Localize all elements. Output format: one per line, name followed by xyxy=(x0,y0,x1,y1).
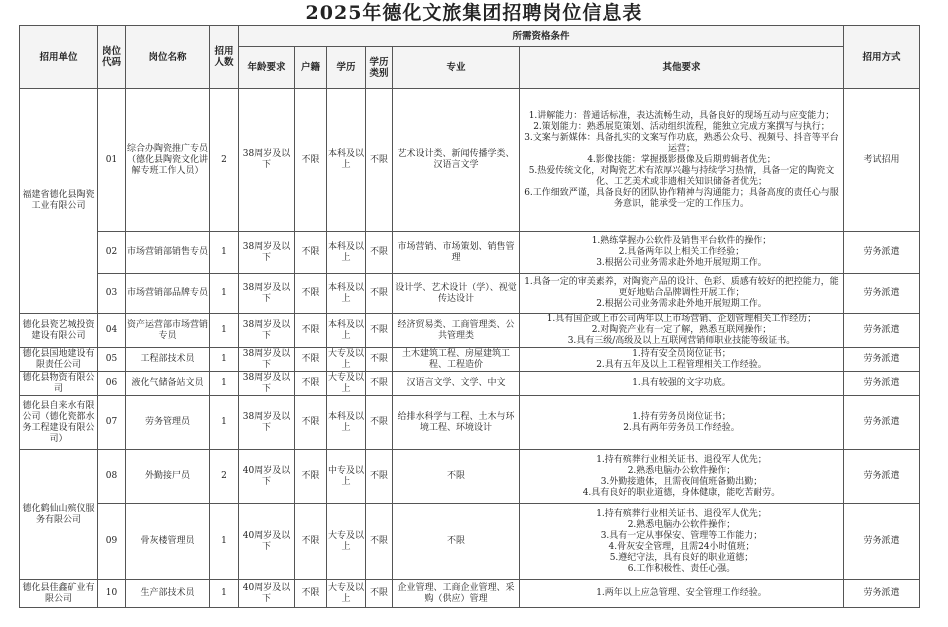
requirement-line: 3.文案与新媒体：具备扎实的文案写作功底，熟悉公众号、视频号、抖音等平台运营； xyxy=(524,132,839,154)
code-cell: 07 xyxy=(98,396,126,450)
method-cell: 劳务派遣 xyxy=(844,372,920,396)
table-row xyxy=(20,396,920,450)
requirement-line: 1.两年以上应急管理、安全管理工作经验。 xyxy=(596,588,767,598)
requirement-line: 6.工作细致严谨，具备良好的团队协作精神与沟通能力；具备高度的责任心与服务意识，能承受一定的工作压力。 xyxy=(524,187,839,209)
count-cell: 1 xyxy=(210,396,239,450)
other-requirements-cell xyxy=(520,232,844,274)
code-cell: 09 xyxy=(98,504,126,580)
other-requirements-cell xyxy=(520,372,844,396)
unit-cell: 德化县自来水有限公司（德化瓷都水务工程建设有限公司） xyxy=(20,396,98,450)
requirement-line: 4.影像技能：掌握摄影摄像及后期剪辑者优先； xyxy=(587,154,776,165)
table-row xyxy=(20,372,920,396)
position-cell: 市场营销部销售专员 xyxy=(126,232,210,274)
hukou-cell: 不限 xyxy=(295,396,327,450)
requirement-line: 5.热爱传统文化，对陶瓷艺术有浓厚兴趣与持续学习热情，具备一定的陶瓷文化、工艺美术或非遗相关知识储备者优先； xyxy=(528,165,835,187)
education-cell: 本科及以上 xyxy=(327,232,366,274)
unit-cell: 德化鹤仙山殡仪服务有限公司 xyxy=(20,450,98,580)
education-cell: 本科及以上 xyxy=(327,396,366,450)
requirement-line: 2.具有两年劳务员工作经验。 xyxy=(623,422,740,433)
requirement-line: 2.具备两年以上相关工作经验； xyxy=(618,247,745,257)
requirement-line: 2.策划能力：熟悉展览策划、活动组织流程，能独立完成方案撰写与执行； xyxy=(533,121,830,132)
table-row xyxy=(20,314,920,348)
education-cell: 大专及以上 xyxy=(328,348,365,370)
requirement-line: 2.对陶瓷产业有一定了解，熟悉互联网操作； xyxy=(591,325,772,335)
requirement-line: 5.遵纪守法，具有良好的职业道德； xyxy=(609,552,754,563)
edu-type-cell: 不限 xyxy=(366,580,393,608)
edu-type-cell: 不限 xyxy=(366,314,393,348)
method-cell: 考试招用 xyxy=(844,89,920,232)
edu-type-cell: 不限 xyxy=(366,372,393,396)
requirement-line: 3.外勤接遗体，且需夜间值班备勤出勤； xyxy=(600,476,763,487)
major-cell: 不限 xyxy=(393,450,520,504)
page-title: 2025年德化文旅集团招聘岗位信息表 xyxy=(305,2,643,24)
edu-type-cell: 不限 xyxy=(366,232,393,274)
position-cell: 生产部技术员 xyxy=(126,580,210,608)
requirement-line: 1.持有安全员岗位证书； xyxy=(632,348,731,359)
major-cell: 经济贸易类、工商管理类、公共管理类 xyxy=(393,314,520,348)
age-cell: 38周岁及以下 xyxy=(239,232,295,274)
age-cell: 38周岁及以下 xyxy=(239,89,295,232)
method-cell: 劳务派遣 xyxy=(844,396,920,450)
requirement-line: 3.根据公司业务需求赴外地开展短期工作。 xyxy=(596,258,767,268)
header-age: 年龄要求 xyxy=(239,47,295,89)
other-requirements-cell xyxy=(520,314,844,348)
requirement-line: 1.持有劳务员岗位证书； xyxy=(632,411,731,422)
requirement-line: 2.熟悉电脑办公软件操作； xyxy=(627,465,736,476)
major-cell: 艺术设计类、新闻传播学类、汉语言文学 xyxy=(393,89,520,232)
requirement-line: 3.具有三级/高级及以上互联网营销师职业技能等级证书。 xyxy=(567,336,796,346)
age-cell: 40周岁及以下 xyxy=(239,450,295,504)
other-requirements-cell xyxy=(520,348,844,372)
hukou-cell: 不限 xyxy=(295,580,327,608)
edu-type-cell: 不限 xyxy=(366,396,393,450)
age-cell: 40周岁及以下 xyxy=(239,580,295,608)
education-cell: 大专及以上 xyxy=(327,504,366,580)
requirement-line: 1.具有较强的文字功底。 xyxy=(632,378,731,388)
header-education: 学历 xyxy=(327,47,366,89)
requirement-line: 3.具有一定从事保安、管理等工作能力； xyxy=(600,530,763,541)
position-cell: 工程部技术员 xyxy=(126,348,210,372)
major-cell: 不限 xyxy=(393,504,520,580)
education-cell: 本科及以上 xyxy=(327,89,366,232)
method-cell: 劳务派遣 xyxy=(844,348,920,372)
hukou-cell: 不限 xyxy=(295,314,327,348)
other-requirements-cell xyxy=(520,274,844,314)
position-cell: 资产运营部市场营销专员 xyxy=(126,314,210,348)
code-cell: 01 xyxy=(98,89,126,232)
unit-cell: 德化县瓷艺城投资建设有限公司 xyxy=(20,314,98,348)
edu-type-cell: 不限 xyxy=(366,274,393,314)
code-cell: 10 xyxy=(98,580,126,608)
age-cell: 38周岁及以下 xyxy=(239,396,295,450)
major-cell: 设计学、艺术设计（学）、视觉传达设计 xyxy=(393,274,520,314)
unit-cell: 德化县物资有限公司 xyxy=(20,372,98,396)
count-cell: 2 xyxy=(210,89,239,232)
other-requirements-cell xyxy=(520,580,844,608)
header-other: 其他要求 xyxy=(520,47,844,89)
method-cell: 劳务派遣 xyxy=(844,504,920,580)
requirement-line: 2.具有五年及以上工程管理相关工作经验。 xyxy=(596,359,767,370)
header-code: 岗位代码 xyxy=(98,26,126,89)
hukou-cell: 不限 xyxy=(295,504,327,580)
requirement-line: 1.讲解能力：普通话标准，表达流畅生动，具备良好的现场互动与应变能力； xyxy=(528,110,835,121)
requirement-line: 2.熟悉电脑办公软件操作； xyxy=(627,519,736,530)
header-requirements-group: 所需资格条件 xyxy=(239,26,844,47)
method-cell: 劳务派遣 xyxy=(844,232,920,274)
table-row xyxy=(20,504,920,580)
count-cell: 1 xyxy=(210,232,239,274)
table-row xyxy=(20,450,920,504)
major-cell: 土木建筑工程、房屋建筑工程、工程造价 xyxy=(393,348,520,372)
other-requirements-cell xyxy=(520,504,844,580)
requirement-line: 1.熟练掌握办公软件及销售平台软件的操作； xyxy=(591,236,772,246)
edu-type-cell: 不限 xyxy=(366,450,393,504)
count-cell: 1 xyxy=(210,314,239,348)
age-cell: 38周岁及以下 xyxy=(239,372,295,396)
code-cell: 04 xyxy=(98,314,126,348)
code-cell: 08 xyxy=(98,450,126,504)
recruitment-table xyxy=(19,25,920,608)
hukou-cell: 不限 xyxy=(295,372,327,396)
requirement-line: 1.具有国企或上市公司两年以上市场营销、企划管理相关工作经历； xyxy=(546,314,817,324)
code-cell: 05 xyxy=(98,348,126,372)
code-cell: 02 xyxy=(98,232,126,274)
requirement-line: 1.持有殡葬行业相关证书、退役军人优先； xyxy=(596,508,767,519)
position-cell: 骨灰楼管理员 xyxy=(126,504,210,580)
count-cell: 1 xyxy=(210,504,239,580)
other-requirements-cell xyxy=(520,450,844,504)
position-cell: 液化气储备站文员 xyxy=(126,372,210,396)
major-cell: 市场营销、市场策划、销售管理 xyxy=(393,232,520,274)
requirement-line: 4.具有良好的职业道德，身体健康，能吃苦耐劳。 xyxy=(582,487,781,498)
requirement-line: 6.工作积极性、责任心强。 xyxy=(627,563,736,574)
header-hukou: 户籍 xyxy=(295,47,327,89)
unit-cell: 德化县国地建设有限责任公司 xyxy=(20,348,98,372)
hukou-cell: 不限 xyxy=(295,89,327,232)
edu-type-cell: 不限 xyxy=(366,89,393,232)
edu-type-cell: 不限 xyxy=(366,504,393,580)
count-cell: 1 xyxy=(210,580,239,608)
hukou-cell: 不限 xyxy=(295,450,327,504)
header-position: 岗位名称 xyxy=(126,26,210,89)
age-cell: 38周岁及以下 xyxy=(239,274,295,314)
age-cell: 40周岁及以下 xyxy=(239,504,295,580)
count-cell: 1 xyxy=(210,348,239,372)
age-cell: 38周岁及以下 xyxy=(239,314,295,348)
method-cell: 劳务派遣 xyxy=(844,450,920,504)
major-cell: 给排水科学与工程、土木与环境工程、环境设计 xyxy=(393,396,520,450)
other-requirements-cell xyxy=(520,396,844,450)
requirement-line: 1.具备一定的审美素养，对陶瓷产品的设计、色彩、质感有较好的把控能力，能更好地贴合品牌调性开展工作； xyxy=(524,277,839,298)
major-cell: 企业管理、工商企业管理、采购（供应）管理 xyxy=(393,580,520,608)
method-cell: 劳务派遣 xyxy=(844,274,920,314)
header-edu-type: 学历类别 xyxy=(366,47,393,89)
requirement-line: 1.持有殡葬行业相关证书、退役军人优先； xyxy=(596,454,767,465)
education-cell: 大专及以上 xyxy=(327,580,366,608)
requirement-line: 2.根据公司业务需求赴外地开展短期工作。 xyxy=(596,299,767,309)
code-cell: 03 xyxy=(98,274,126,314)
age-cell: 38周岁及以下 xyxy=(239,348,295,372)
method-cell: 劳务派遣 xyxy=(844,314,920,348)
table-row xyxy=(20,580,920,608)
position-cell: 外勤接尸员 xyxy=(126,450,210,504)
education-cell: 大专及以上 xyxy=(328,372,365,394)
table-row xyxy=(20,348,920,372)
requirement-line: 4.骨灰安全管理，且需24小时值班； xyxy=(608,541,755,552)
other-requirements-cell xyxy=(520,89,844,232)
count-cell: 1 xyxy=(210,274,239,314)
table-row xyxy=(20,274,920,314)
code-cell: 06 xyxy=(98,372,126,396)
unit-cell: 福建省德化县陶瓷工业有限公司 xyxy=(20,89,98,314)
position-cell: 综合办陶瓷推广专员（德化县陶瓷文化讲解专班工作人员） xyxy=(126,89,210,232)
hukou-cell: 不限 xyxy=(295,232,327,274)
header-method: 招用方式 xyxy=(844,26,920,89)
hukou-cell: 不限 xyxy=(295,274,327,314)
count-cell: 1 xyxy=(210,372,239,396)
education-cell: 中专及以上 xyxy=(327,450,366,504)
edu-type-cell: 不限 xyxy=(366,348,393,372)
education-cell: 本科及以上 xyxy=(327,274,366,314)
major-cell: 汉语言文学、文学、中文 xyxy=(393,372,520,396)
count-cell: 2 xyxy=(210,450,239,504)
position-cell: 劳务管理员 xyxy=(126,396,210,450)
header-count: 招用人数 xyxy=(210,26,239,89)
header-major: 专业 xyxy=(393,47,520,89)
position-cell: 市场营销部品牌专员 xyxy=(126,274,210,314)
unit-cell: 德化县佳鑫矿业有限公司 xyxy=(20,580,98,608)
method-cell: 劳务派遣 xyxy=(844,580,920,608)
header-unit: 招用单位 xyxy=(20,26,98,89)
table-row xyxy=(20,89,920,232)
hukou-cell: 不限 xyxy=(295,348,327,372)
table-row xyxy=(20,232,920,274)
education-cell: 本科及以上 xyxy=(327,314,366,348)
